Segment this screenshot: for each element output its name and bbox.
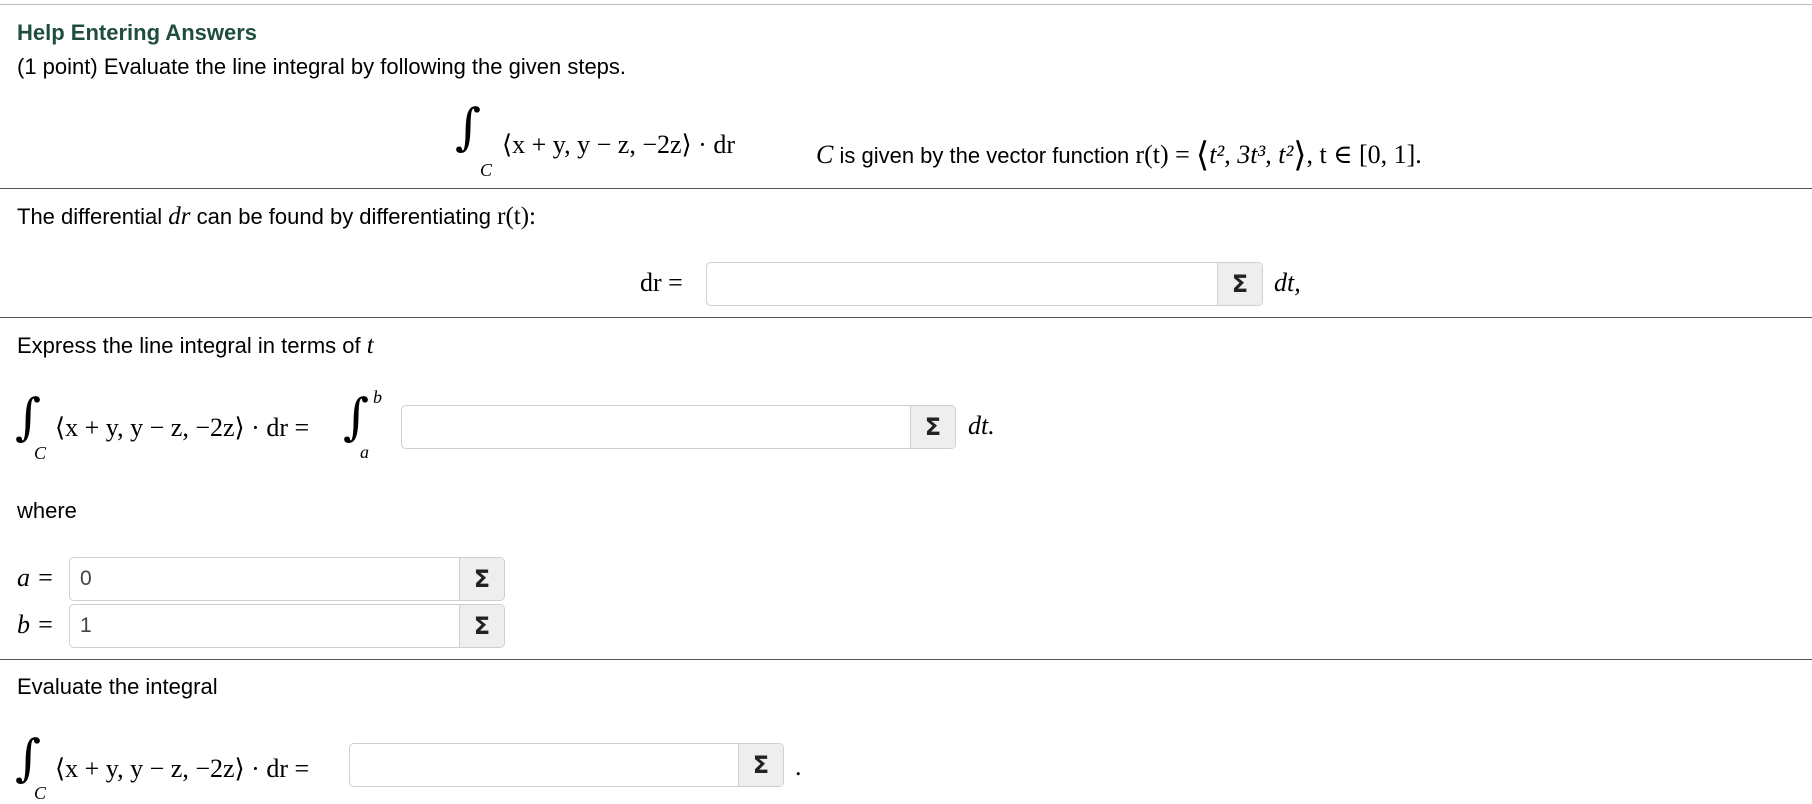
- divider-2: [0, 317, 1812, 318]
- r-of-t: r(t) =: [1135, 140, 1190, 169]
- b-answer-box: [69, 604, 505, 648]
- step1-dr-symbol: dr: [168, 203, 191, 230]
- b-label: b =: [17, 610, 55, 639]
- divider-3: [0, 659, 1812, 660]
- step3-lhs-subscript: C: [34, 783, 47, 803]
- integral-sign: ∫: [455, 98, 482, 156]
- curve-var: C: [816, 140, 834, 169]
- components: t², 3t³, t²: [1209, 140, 1294, 169]
- step1-r-func: r(t):: [497, 203, 536, 230]
- step2-heading: [17, 332, 374, 360]
- right-angle-bracket: ⟩: [1293, 135, 1307, 175]
- step2-suffix: dt.: [968, 411, 995, 440]
- step1-text-before: The differential: [17, 204, 163, 229]
- step2-upper-limit: b: [373, 387, 382, 407]
- integrand-answer-box: [401, 405, 956, 449]
- problem-integral: [455, 98, 482, 156]
- equation-editor-icon[interactable]: Σ: [738, 744, 783, 786]
- where-label: where: [17, 498, 77, 523]
- equation-editor-icon[interactable]: Σ: [459, 558, 504, 600]
- problem-integrand: ⟨x + y, y − z, −2z⟩ · dr: [502, 130, 735, 159]
- equation-editor-icon[interactable]: Σ: [459, 605, 504, 647]
- step2-lower-limit: a: [360, 442, 369, 462]
- left-angle-bracket: ⟨: [1195, 135, 1210, 175]
- curve-text: is given by the vector function: [839, 143, 1130, 168]
- equation-editor-icon[interactable]: Σ: [910, 406, 955, 448]
- equation-editor-icon[interactable]: Σ: [1217, 263, 1262, 305]
- a-answer-input[interactable]: [70, 558, 459, 600]
- problem-intro: (1 point) Evaluate the line integral by following the given steps.: [17, 54, 627, 79]
- step1-lhs: dr =: [640, 268, 683, 297]
- dr-answer-box: [706, 262, 1263, 306]
- dr-answer-input[interactable]: [707, 263, 1217, 305]
- step3-integral-sign: ∫: [15, 729, 42, 787]
- integrand-answer-input[interactable]: [402, 406, 910, 448]
- divider-1: [0, 188, 1812, 189]
- step3-heading: Evaluate the integral: [17, 674, 218, 699]
- top-rule: [0, 4, 1812, 5]
- final-answer-box: [349, 743, 784, 787]
- a-answer-box: [69, 557, 505, 601]
- step3-suffix: .: [795, 752, 802, 781]
- curve-description: [816, 132, 1422, 175]
- final-answer-input[interactable]: [350, 744, 738, 786]
- step1-text-mid: can be found by differentiating: [196, 204, 491, 229]
- step2-rhs-integral-sign: ∫: [343, 388, 370, 446]
- help-entering-answers-link[interactable]: Help Entering Answers: [17, 20, 258, 45]
- step2-integral-sign: ∫: [15, 388, 42, 446]
- step1-text: [17, 203, 536, 231]
- step2-heading-text: Express the line integral in terms of: [17, 333, 361, 358]
- step1-suffix: dt,: [1274, 268, 1301, 297]
- step2-lhs-subscript: C: [34, 443, 47, 463]
- problem-integral-subscript: C: [480, 160, 493, 180]
- step2-heading-var: t: [366, 332, 374, 359]
- b-answer-input[interactable]: [70, 605, 459, 647]
- step2-lhs: ⟨x + y, y − z, −2z⟩ · dr =: [55, 413, 310, 442]
- domain: , t ∈ [0, 1].: [1306, 140, 1422, 169]
- a-label: a =: [17, 563, 55, 592]
- step3-lhs: ⟨x + y, y − z, −2z⟩ · dr =: [55, 754, 310, 783]
